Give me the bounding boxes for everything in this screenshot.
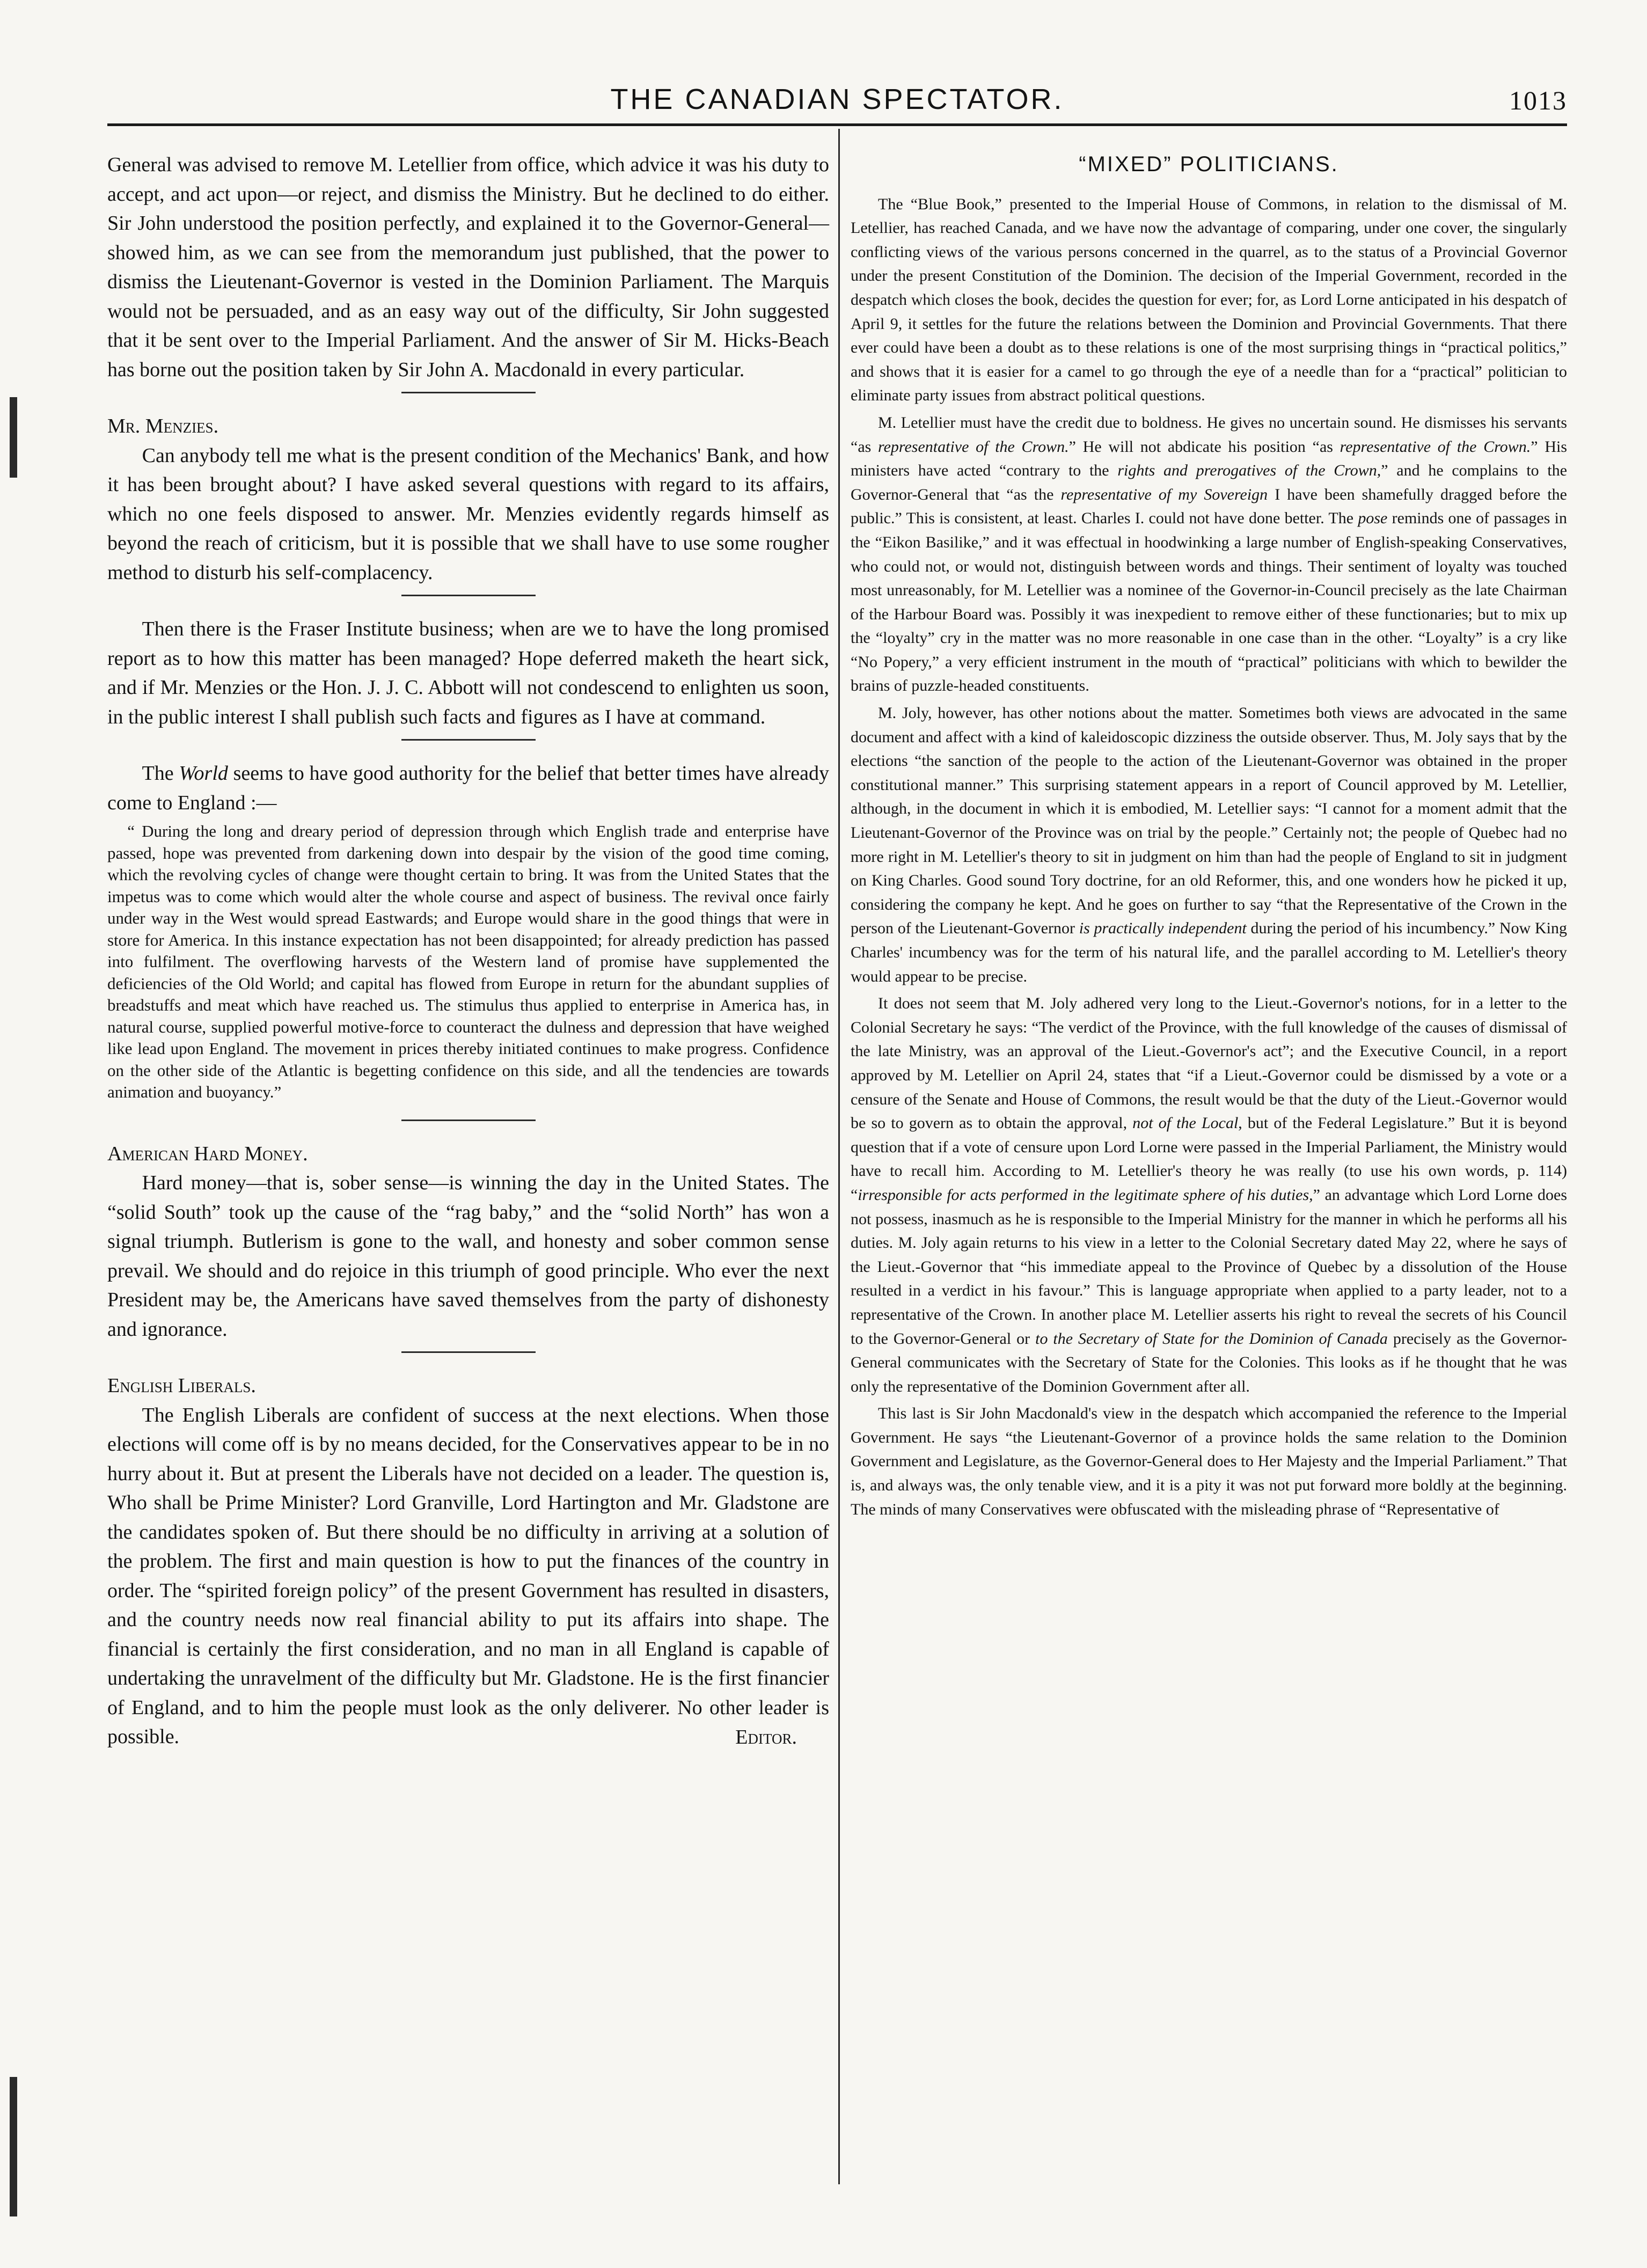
article-paragraph-2: M. Letellier must have the credit due to boldness. He gives no uncertain sound. He dismisses his servants “as representative of the Crown.” He will not abdicate his position “as representative of the Crown.” His ministers have acted “contrary to the rights and prerogatives of the Crown,” and he complains to the Governor-General that “as the representative of my Sovereign I have been shamefully dragged before the public.” This is consistent, at least. Charles I. could not have done better. The pose reminds one of passages in the “Eikon Basilike,” and it was effectual in hoodwinking a large number of English-speaking Conservatives, who could not, or would not, distinguish between words and things. Their sentiment of loyalty was touched most unreasonably, for M. Letellier was a nominee of the Governor-in-Council precisely as the late Chairman of the Harbour Board was. Possibly it was inexpedient to remove either of these functionaries; but to mix up the “loyalty” cry in the matter was no more reasonable in one case than in the other. “Loyalty” is a cry like “No Popery,” a very efficient instrument in the mouth of “practical” politicians with which to bewilder the brains of puzzle-headed constituents.	[851, 413, 1568, 695]
margin-mark	[10, 2077, 17, 2216]
article-paragraph-3: M. Joly, however, has other notions about the matter. Sometimes both views are advocated in the same document and affect with a kind of kaleidoscopic dizziness the outside observer. Thus, M. Joly says that by the elections “the sanction of the people to the action of the Lieutenant-Governor was obtained in the proper constitutional manner.” This surprising statement appears in a report of Council approved by M. Letellier, although, in the document in which it is embodied, M. Letellier says: “I cannot for a moment admit that the Lieutenant-Governor of the Province was on trial by the people.” Certainly not; the people of Quebec had no more right in M. Letellier's theory to sit in judgment on him than had the people of England to sit in judgment on King Charles. Good sound Tory doctrine, for an old Reformer, this, and one wonders how he picked it up, considering the company he kept. And he goes on further to say “that the Representative of the Crown in the person of the Lieutenant-Governor is practically independent during the period of his incumbency.” Now King Charles' incumbency was for the term of his natural life, and the parallel according to M. Letellier's theory would appear to be precise.	[851, 704, 1567, 985]
page-header	[107, 81, 1567, 126]
block-quote	[107, 821, 829, 1103]
article-paragraph-1: The “Blue Book,” presented to the Imperial House of Commons, in relation to the dismissal of M. Letellier, has reached Canada, and we have now the advantage of comparing, under one cover, the singularly conflicting views of the various persons concerned in the quarrel, as to the status of a Provincial Governor under the present Constitution of the Dominion. The decision of the Imperial Government, recorded in the despatch which closes the book, decides the question for ever; for, as Lord Lorne anticipated in his despatch of April 9, it settles for the future the relations between the Dominion and Provincial Governments. That there ever could have been a doubt as to these relations is one of the most surprising things in “practical politics,” and shows that it is easier for a camel to go through the eye of a needle than for a “practical” politician to eliminate party issues from abstract political questions.	[851, 195, 1567, 405]
section-rule	[401, 595, 536, 596]
section-heading-english: English Liberals.	[107, 1374, 256, 1397]
publication-title: THE CANADIAN SPECTATOR.	[610, 83, 1064, 115]
section-rule	[401, 1351, 536, 1353]
editor-signature: Editor.	[735, 1725, 797, 1748]
article-heading: “MIXED” POLITICIANS.	[1079, 152, 1339, 176]
section-heading-menzies: Mr. Menzies.	[107, 415, 219, 437]
left-column	[107, 150, 829, 1752]
column-divider	[838, 129, 840, 2184]
section-heading-american: American Hard Money.	[107, 1142, 308, 1165]
english-paragraph: The English Liberals are confident of success at the next elections. When those elections will come off is by no means decided, for the Conservatives appear to be in no hurry about it. But at present the Liberals have not decided on a leader. The question is, Who shall be Prime Minister? Lord Granville, Lord Hartington and Mr. Gladstone are the candidates spoken of. But there should be no difficulty in arriving at a solution of the problem. The first and main question is how to put the finances of the country in order. The “spirited foreign policy” of the present Government has resulted in disasters, and the country needs now real financial ability to put its affairs into shape. The financial is certainly the first consideration, and no man in all England is capable of undertaking the unravelment of the difficulty but Mr. Gladstone. He is the first financier of England, and to him the people must look as the only deliverer. No other leader is possible.	[107, 1403, 829, 1748]
american-paragraph: Hard money—that is, sober sense—is winning the day in the United States. The “solid South” took up the cause of the “rag baby,” and the “solid North” has won a signal triumph. Butlerism is gone to the wall, and honesty and sober common sense prevail. We should and do rejoice in this triumph of good principle. Who ever the next President may be, the Americans have saved themselves from the party of dishonesty and ignorance.	[107, 1172, 829, 1341]
world-paragraph: The World seems to have good authority for the belief that better times have already come to England :—	[107, 762, 830, 814]
article-paragraph-5: This last is Sir John Macdonald's view in the despatch which accompanied the reference to the Imperial Government. He says “the Lieutenant-Governor of a province holds the same relation to the Dominion Government and Legislature, as the Governor-General does to Her Majesty and the Imperial Parliament.” That is, and always was, the only tenable view, and it is a pity it was not put forward more boldly at the beginning. The minds of many Conservatives were obfuscated with the misleading phrase of “Representative of	[851, 1404, 1567, 1518]
article-paragraph-4: It does not seem that M. Joly adhered very long to the Lieut.-Governor's notions, for in a letter to the Colonial Secretary he says: “The verdict of the Province, with the full knowledge of the causes of dismissal of the late Ministry, was an approval of the Lieut.-Governor's act”; and the Executive Council, in a report approved by M. Letellier on April 24, states that “if a Lieut.-Governor could be dismissed by a vote or a censure of the Senate and House of Commons, the result would be that the duty of the Lieut.-Governor would be so to govern as to obtain the approval, not of the Local, but of the Federal Legislature.” But it is beyond question that if a vote of censure upon Lord Lorne were passed in the Imperial Parliament, the Ministry would have to recall him. According to M. Letellier's theory he was really (to use his own words, p. 114) “irresponsible for acts performed in the legitimate sphere of his duties,” an advantage which Lord Lorne does not possess, inasmuch as he is responsible to the Imperial Ministry for the manner in which he performs all his duties. M. Joly again returns to his view in a letter to the Colonial Secretary dated May 22, where he says of the Lieut.-Governor that “his immediate appeal to the Province of Quebec by a dissolution of the House resulted in a verdict in his favour.” This is language appropriate when applied to a party leader, not to a representative of the Crown. In another place M. Letellier asserts his right to reveal the secrets of his Council to the Governor-General or to the Secretary of State for the Dominion of Canada precisely as the Governor-General communicates with the Secretary of State for the Colonies. This looks as if he thought that he was only the representative of the Dominion Government after all.	[851, 994, 1568, 1395]
opening-paragraph: General was advised to remove M. Letellier from office, which advice it was his duty to accept, and act upon—or reject, and dismiss the Ministry. But he declined to do either. Sir John understood the position perfectly, and explained it to the Governor-General—showed him, as we can see from the memorandum just published, that the power to dismiss the Lieutenant-Governor is vested in the Dominion Parliament. The Marquis would not be persuaded, and as an easy way out of the difficulty, Sir John suggested that it be sent over to the Imperial Parliament. And the answer of Sir M. Hicks-Beach has borne out the position taken by Sir John A. Macdonald in every particular.	[107, 153, 829, 381]
section-rule	[401, 1120, 536, 1121]
page-number: 1013	[1509, 85, 1567, 115]
margin-mark	[10, 397, 17, 478]
fraser-paragraph: Then there is the Fraser Institute business; when are we to have the long promised report as to how this matter has been managed? Hope deferred maketh the heart sick, and if Mr. Menzies or the Hon. J. J. C. Abbott will not condescend to enlighten us soon, in the public interest I shall publish such facts and figures as I have at command.	[107, 618, 829, 728]
section-rule	[401, 392, 536, 393]
section-rule	[401, 739, 536, 741]
menzies-paragraph: Can anybody tell me what is the present condition of the Mechanics' Bank, and how it has been brought about? I have asked several questions with regard to its affairs, which no one feels disposed to answer. Mr. Menzies evidently regards himself as beyond the reach of criticism, but it is possible that we shall have to use some rougher method to disturb his self-complacency.	[107, 444, 829, 584]
right-column	[851, 150, 1567, 1525]
quote-paragraph: “ During the long and dreary period of depression through which English trade and enterprise have passed, hope was prevented from darkening down into despair by the vision of the good time coming, which the revolving cycles of change were thought certain to bring. It was from the United States that the impetus was to come which would alter the whole course and aspect of business. The revival once fairly under way in the West would spread Eastwards; and Europe would share in the good things that were in store for America. In this instance expectation has not been disappointed; for already prediction has passed into fulfilment. The overflowing harvests of the Western land of promise have supplemented the deficiencies of the Old World; and capital has flowed from Europe in return for the abundant supplies of breadstuffs and meat which have reached us. The stimulus thus applied to enterprise in America has, in natural course, supplied powerful motive-force to counteract the dulness and depression that have weighed like lead upon England. The movement in prices thereby initiated continues to make progress. Confidence on the other side of the Atlantic is begetting confidence on this side, and all the tendencies are towards animation and buoyancy.”	[107, 822, 829, 1101]
world-title: World	[179, 762, 228, 785]
